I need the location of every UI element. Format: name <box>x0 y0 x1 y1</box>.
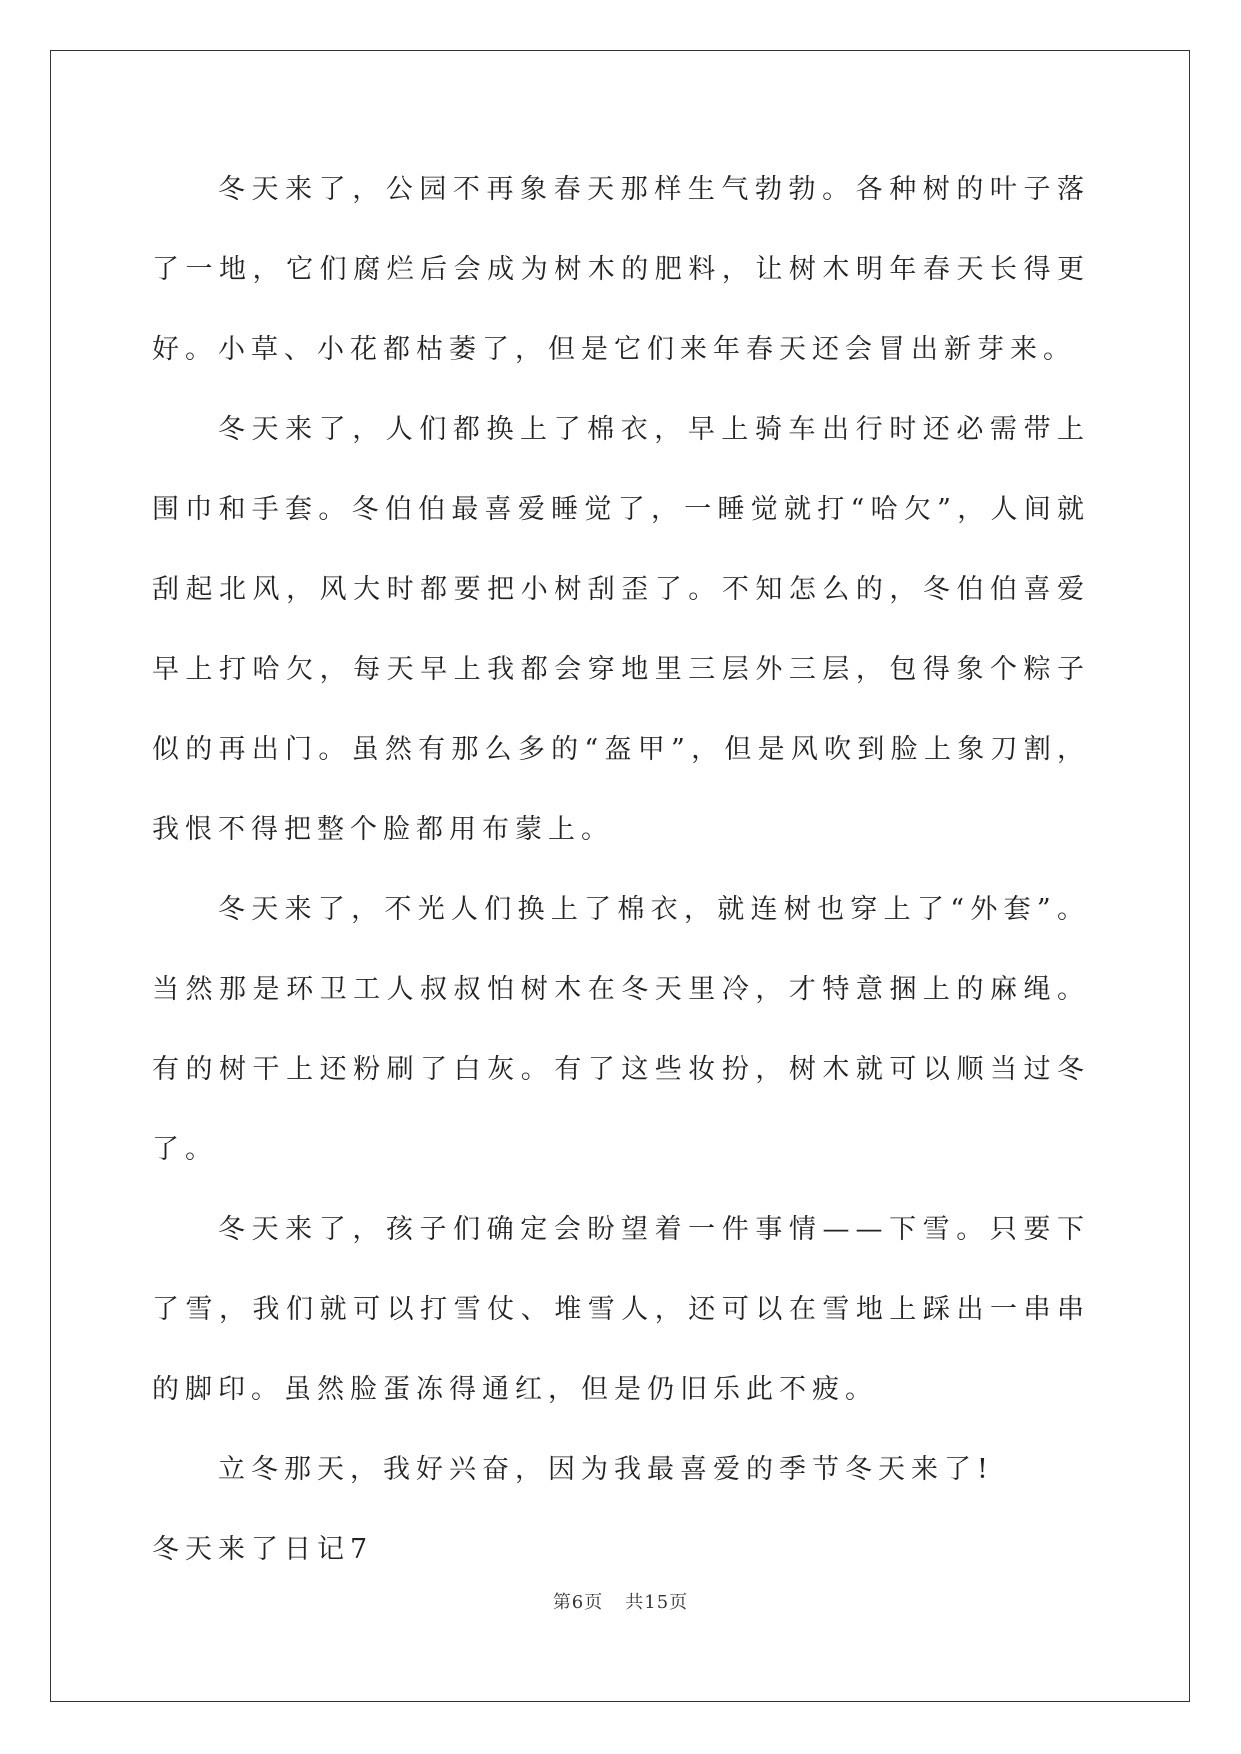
document-body <box>152 150 1090 1590</box>
paragraph-4: 冬天来了，孩子们确定会盼望着一件事情——下雪。只要下了雪，我们就可以打雪仗、堆雪人，还可以在雪地上踩出一串串的脚印。虽然脸蛋冻得通红，但是仍旧乐此不疲。 <box>152 1214 1090 1405</box>
paragraph-1: 冬天来了，公园不再象春天那样生气勃勃。各种树的叶子落了一地，它们腐烂后会成为树木的肥料，让树木明年春天长得更好。小草、小花都枯萎了，但是它们来年春天还会冒出新芽来。 <box>152 174 1090 365</box>
paragraph-3: 冬天来了，不光人们换上了棉衣，就连树也穿上了“外套”。当然那是环卫工人叔叔怕树木在冬天里冷，才特意捆上的麻绳。有的树干上还粉刷了白灰。有了这些妆扮，树木就可以顺当过冬了。 <box>152 894 1090 1165</box>
page-footer <box>0 1588 1241 1614</box>
page-total: 共15页 <box>625 1592 689 1613</box>
section-heading: 冬天来了日记7 <box>152 1534 374 1565</box>
page-number: 第6页 <box>552 1592 604 1613</box>
paragraph-5: 立冬那天，我好兴奋，因为我最喜爱的季节冬天来了! <box>218 1454 994 1485</box>
paragraph-2: 冬天来了，人们都换上了棉衣，早上骑车出行时还必需带上围巾和手套。冬伯伯最喜爱睡觉了，一睡觉就打“哈欠”，人间就刮起北风，风大时都要把小树刮歪了。不知怎么的，冬伯伯喜爱早上打哈欠，每天早上我都会穿地里三层外三层，包得象个粽子似的再出门。虽然有那么多的“盔甲”，但是风吹到脸上象刀割，我恨不得把整个脸都用布蒙上。 <box>152 414 1090 845</box>
